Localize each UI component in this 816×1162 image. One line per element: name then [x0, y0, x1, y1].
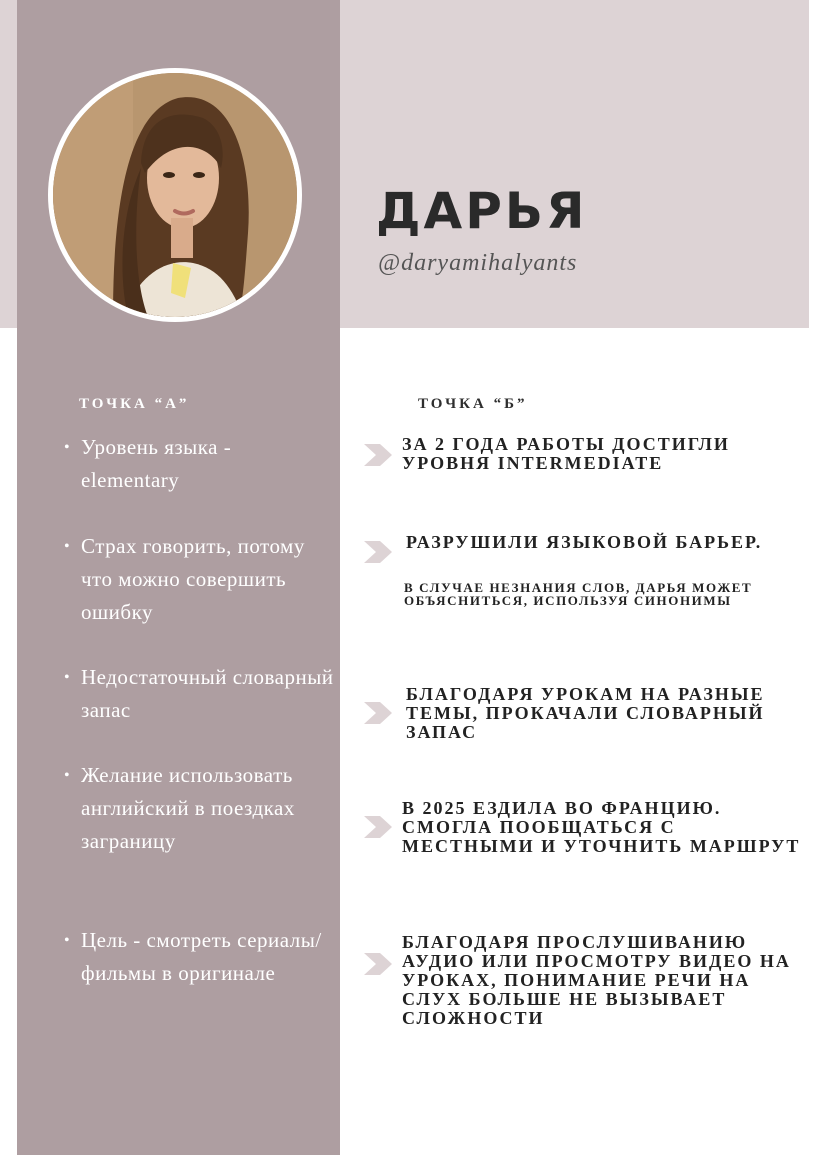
chevron-right-icon — [364, 702, 392, 724]
point-b-subtext: В СЛУЧАЕ НЕЗНАНИЯ СЛОВ, ДАРЬЯ МОЖЕТ ОБЪЯСНИТЬСЯ, ИСПОЛЬЗУЯ СИНОНИМЫ — [404, 580, 753, 608]
chevron-right-icon — [364, 953, 392, 975]
point-a-text: Недостаточный словарный запас — [81, 665, 334, 722]
bullet-icon: • — [64, 932, 71, 949]
point-b-text: РАЗРУШИЛИ ЯЗЫКОВОЙ БАРЬЕР. — [406, 532, 763, 552]
bullet-icon: • — [64, 538, 71, 555]
point-b-title: ТОЧКА “Б” — [418, 396, 528, 412]
point-a-title: ТОЧКА “А” — [79, 396, 190, 412]
chevron-right-icon — [364, 444, 392, 466]
avatar — [48, 68, 302, 322]
point-a-text: Желание использовать английский в поездках заграницу — [81, 763, 295, 853]
point-a-text: Страх говорить, потому что можно совершить ошибку — [81, 534, 305, 624]
profile-handle: @daryamihalyants — [378, 250, 578, 276]
list-item — [64, 431, 334, 497]
list-item — [64, 924, 334, 990]
point-a-text: Уровень языка - elementary — [81, 435, 232, 492]
point-b-text: ЗА 2 ГОДА РАБОТЫ ДОСТИГЛИ УРОВНЯ INTERMEDIATE — [402, 434, 730, 473]
profile-name: ДАРЬЯ — [376, 182, 588, 240]
profile-photo — [53, 73, 297, 317]
chevron-right-icon — [364, 816, 392, 838]
point-b-text: БЛАГОДАРЯ УРОКАМ НА РАЗНЫЕ ТЕМЫ, ПРОКАЧАЛИ СЛОВАРНЫЙ ЗАПАС — [406, 684, 765, 742]
list-item — [64, 759, 334, 858]
point-a-text: Цель - смотреть сериалы/фильмы в оригинале — [81, 928, 322, 985]
bullet-icon: • — [64, 669, 71, 686]
list-item — [64, 661, 334, 727]
bullet-icon: • — [64, 767, 71, 784]
point-b-text: БЛАГОДАРЯ ПРОСЛУШИВАНИЮ АУДИО ИЛИ ПРОСМОТРУ ВИДЕО НА УРОКАХ, ПОНИМАНИЕ РЕЧИ НА СЛУХ БОЛЬШЕ НЕ ВЫЗЫВАЕТ СЛОЖНОСТИ — [402, 932, 791, 1028]
bullet-icon: • — [64, 439, 71, 456]
chevron-right-icon — [364, 541, 392, 563]
list-item — [64, 530, 334, 629]
point-b-text: В 2025 ЕЗДИЛА ВО ФРАНЦИЮ. СМОГЛА ПООБЩАТЬСЯ С МЕСТНЫМИ И УТОЧНИТЬ МАРШРУТ — [402, 798, 801, 856]
